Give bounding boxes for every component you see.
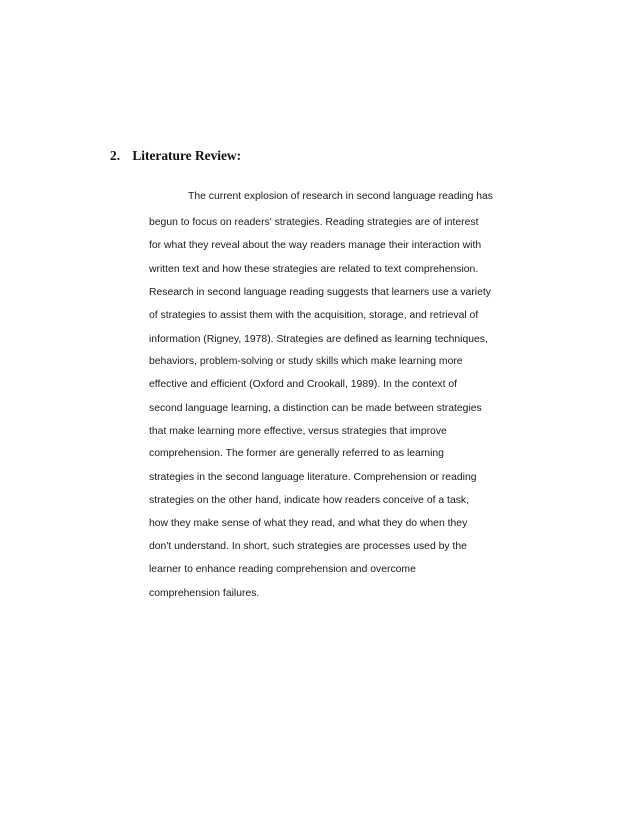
paragraph-line: effective and efficient (Oxford and Crookall, 1989). In the context of: [149, 379, 458, 390]
paragraph-line: comprehension failures.: [149, 588, 260, 599]
paragraph-line: strategies in the second language literature. Comprehension or reading: [149, 472, 477, 483]
section-number: 2.: [110, 148, 121, 163]
paragraph-line: comprehension. The former are generally referred to as learning: [149, 448, 444, 459]
paragraph-line: for what they reveal about the way readers manage their interaction with: [149, 240, 482, 251]
paragraph-line: how they make sense of what they read, and what they do when they: [149, 518, 468, 529]
paragraph-line: strategies on the other hand, indicate how readers conceive of a task,: [149, 495, 469, 506]
paragraph-line: of strategies to assist them with the acquisition, storage, and retrieval of: [149, 310, 479, 321]
paragraph-line: information (Rigney, 1978). Strategies are defined as learning techniques,: [149, 334, 488, 345]
paragraph-line: behaviors, problem-solving or study skills which make learning more: [149, 356, 463, 367]
paragraph-line: written text and how these strategies are related to text comprehension.: [149, 264, 479, 275]
paragraph-line: second language learning, a distinction can be made between strategies: [149, 403, 482, 414]
paragraph-line: begun to focus on readers' strategies. Reading strategies are of interest: [149, 217, 479, 228]
paragraph-line: don't understand. In short, such strategies are processes used by the: [149, 541, 467, 552]
section-title: Literature Review:: [132, 148, 242, 163]
paragraph-line: learner to enhance reading comprehension and overcome: [149, 564, 416, 575]
paragraph-line: that make learning more effective, versus strategies that improve: [149, 426, 447, 437]
paragraph-line: Research in second language reading suggests that learners use a variety: [149, 287, 491, 298]
paragraph-line: The current explosion of research in second language reading has: [188, 191, 493, 202]
